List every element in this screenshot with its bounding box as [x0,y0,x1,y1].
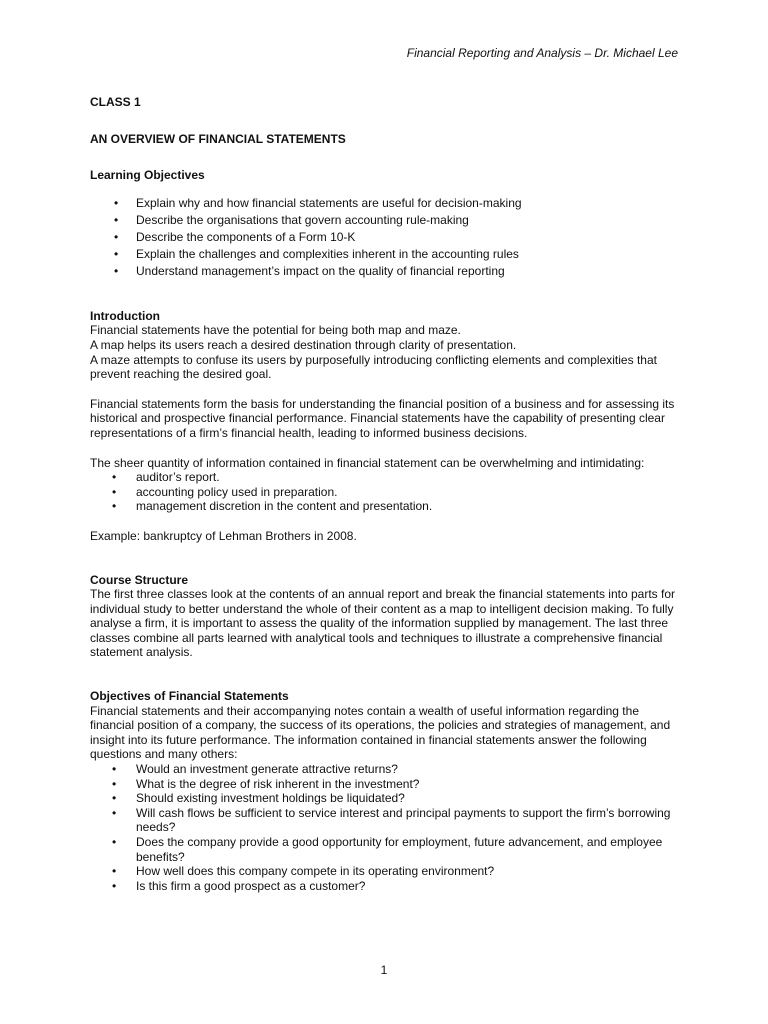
introduction-heading: Introduction [90,308,160,323]
list-item: • Would an investment generate attractive returns? [90,762,680,777]
list-item: • Does the company provide a good opportunity for employment, future advancement, and employee benefits? [90,835,680,864]
objectives-paragraph: Financial statements and their accompanying notes contain a wealth of useful information regarding the financial position of a company, the success of its operations, the policies and strategies of management, and insight into its future performance. The information contained in financial statements answer the following questions and many others: [90,703,671,762]
intro-paragraph: Financial statements form the basis for understanding the financial position of a business and for assessing its historical and prospective financial performance. Financial statements have the capability of presenting clear representations of a firm’s financial health, leading to informed business decisions. [90,396,675,440]
running-header: Financial Reporting and Analysis – Dr. Michael Lee [406,46,678,60]
class-label: CLASS 1 [90,95,141,109]
list-item: • Is this firm a good prospect as a customer? [90,879,680,894]
list-item: • auditor’s report. [90,470,680,485]
course-structure-section [90,573,680,661]
objectives-heading: Objectives of Financial Statements [90,689,289,704]
objectives-questions-list [90,762,680,893]
example-line: Example: bankruptcy of Lehman Brothers in 2008. [90,528,357,543]
document-title: AN OVERVIEW OF FINANCIAL STATEMENTS [90,131,346,146]
page-number: 1 [380,963,388,977]
learning-objectives-heading: Learning Objectives [90,168,205,183]
intro-line: Financial statements have the potential for being both map and maze. [90,323,461,338]
list-item: • Describe the components of a Form 10-K [90,229,680,246]
list-item: • Explain why and how financial statements are useful for decision-making [90,195,680,212]
list-item: • Will cash flows be sufficient to service interest and principal payments to support the firm’s borrowing needs? [90,806,680,835]
list-item: • How well does this company compete in its operating environment? [90,864,680,879]
introduction-section [90,309,680,544]
list-item: • What is the degree of risk inherent in the investment? [90,777,680,792]
list-item: • Should existing investment holdings be liquidated? [90,791,680,806]
intro-line: A map helps its users reach a desired destination through clarity of presentation. [90,337,517,352]
intro-line: A maze attempts to confuse its users by purposefully introducing conflicting elements and complexities that prevent reaching the desired goal. [90,352,657,382]
list-item: • Explain the challenges and complexities inherent in the accounting rules [90,246,680,263]
intro-paragraph: The sheer quantity of information contained in financial statement can be overwhelming and intimidating: [90,455,645,470]
list-item: • accounting policy used in preparation. [90,485,680,500]
course-structure-heading: Course Structure [90,572,189,587]
objectives-section [90,689,680,893]
document-body [90,95,680,893]
course-structure-paragraph: The first three classes look at the contents of an annual report and break the financial statements into parts for individual study to better understand the whole of their content as a map to intelligent decision making. To fully analyse a firm, it is important to assess the quality of the information supplied by management. The last three classes combine all parts learned with analytical tools and techniques to illustrate a comprehensive financial statement analysis. [90,587,675,660]
list-item: • Understand management’s impact on the quality of financial reporting [90,263,680,280]
list-item: • Describe the organisations that govern accounting rule-making [90,212,680,229]
information-list [90,470,680,514]
learning-objectives-list [90,195,680,280]
list-item: • management discretion in the content and presentation. [90,499,680,514]
